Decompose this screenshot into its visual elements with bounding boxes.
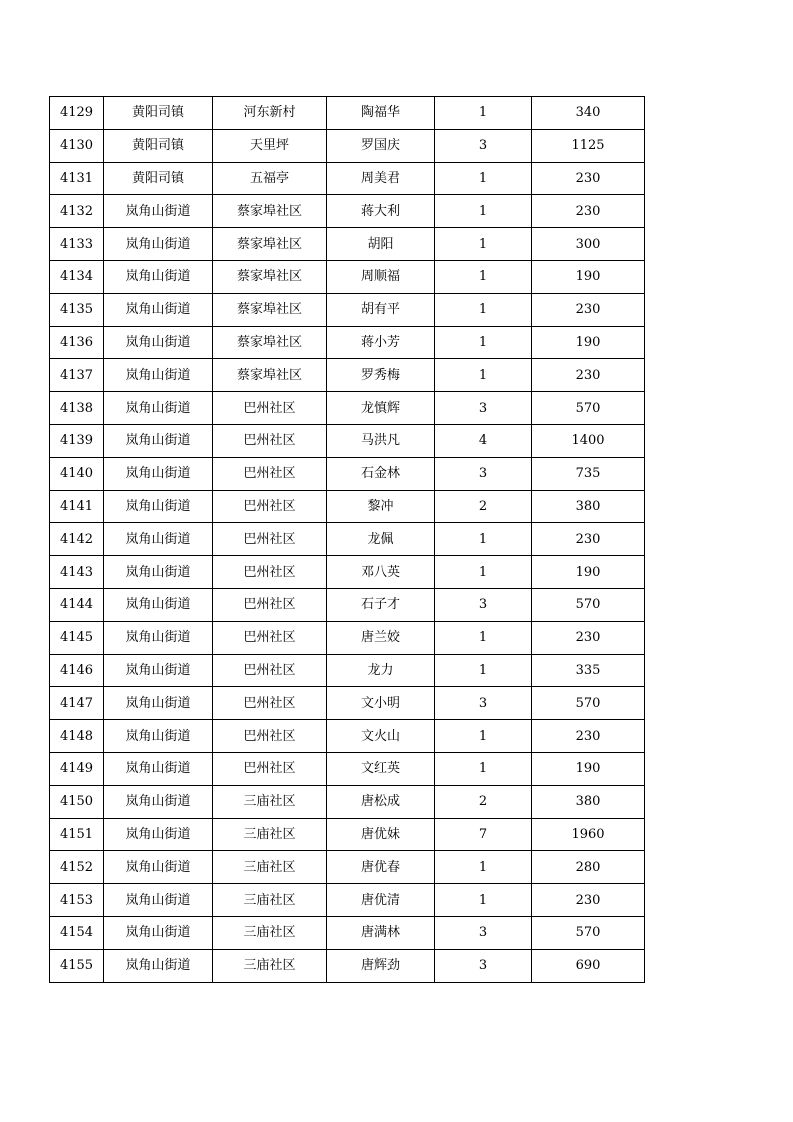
- cell-household-count: 1: [435, 851, 532, 884]
- table-row: [50, 457, 645, 490]
- roster-table-body: [50, 97, 645, 983]
- cell-amount: 690: [532, 949, 645, 982]
- cell-amount: 230: [532, 720, 645, 753]
- cell-town: 岚角山街道: [104, 326, 213, 359]
- cell-household-count: 3: [435, 949, 532, 982]
- cell-serial-number: 4152: [50, 851, 104, 884]
- cell-household-count: 3: [435, 457, 532, 490]
- cell-community: 天里坪: [213, 129, 327, 162]
- cell-serial-number: 4138: [50, 392, 104, 425]
- cell-serial-number: 4149: [50, 752, 104, 785]
- cell-town: 岚角山街道: [104, 916, 213, 949]
- cell-name: 龙力: [327, 654, 435, 687]
- cell-household-count: 3: [435, 129, 532, 162]
- cell-household-count: 1: [435, 293, 532, 326]
- cell-amount: 230: [532, 195, 645, 228]
- cell-town: 岚角山街道: [104, 260, 213, 293]
- cell-serial-number: 4146: [50, 654, 104, 687]
- cell-household-count: 3: [435, 687, 532, 720]
- cell-community: 三庙社区: [213, 818, 327, 851]
- cell-serial-number: 4139: [50, 424, 104, 457]
- cell-community: 巴州社区: [213, 424, 327, 457]
- cell-serial-number: 4140: [50, 457, 104, 490]
- cell-serial-number: 4129: [50, 97, 104, 130]
- cell-community: 三庙社区: [213, 949, 327, 982]
- cell-town: 岚角山街道: [104, 523, 213, 556]
- cell-town: 岚角山街道: [104, 720, 213, 753]
- cell-community: 巴州社区: [213, 752, 327, 785]
- cell-amount: 380: [532, 490, 645, 523]
- table-row: [50, 851, 645, 884]
- cell-name: 唐优妹: [327, 818, 435, 851]
- cell-amount: 570: [532, 687, 645, 720]
- cell-town: 岚角山街道: [104, 424, 213, 457]
- cell-name: 文红英: [327, 752, 435, 785]
- cell-serial-number: 4144: [50, 588, 104, 621]
- cell-community: 蔡家埠社区: [213, 228, 327, 261]
- document-page: [49, 96, 645, 983]
- cell-amount: 190: [532, 556, 645, 589]
- cell-name: 马洪凡: [327, 424, 435, 457]
- table-row: [50, 97, 645, 130]
- cell-amount: 190: [532, 752, 645, 785]
- cell-serial-number: 4151: [50, 818, 104, 851]
- cell-amount: 335: [532, 654, 645, 687]
- cell-serial-number: 4135: [50, 293, 104, 326]
- cell-amount: 230: [532, 293, 645, 326]
- cell-amount: 735: [532, 457, 645, 490]
- cell-household-count: 1: [435, 326, 532, 359]
- cell-town: 岚角山街道: [104, 654, 213, 687]
- cell-serial-number: 4143: [50, 556, 104, 589]
- cell-town: 黄阳司镇: [104, 97, 213, 130]
- cell-household-count: 1: [435, 97, 532, 130]
- cell-serial-number: 4155: [50, 949, 104, 982]
- cell-name: 罗秀梅: [327, 359, 435, 392]
- cell-name: 周美君: [327, 162, 435, 195]
- table-row: [50, 916, 645, 949]
- cell-name: 胡阳: [327, 228, 435, 261]
- cell-town: 岚角山街道: [104, 884, 213, 917]
- cell-community: 蔡家埠社区: [213, 195, 327, 228]
- cell-serial-number: 4133: [50, 228, 104, 261]
- cell-community: 巴州社区: [213, 687, 327, 720]
- cell-name: 唐优春: [327, 851, 435, 884]
- cell-community: 三庙社区: [213, 884, 327, 917]
- cell-serial-number: 4136: [50, 326, 104, 359]
- table-row: [50, 490, 645, 523]
- cell-amount: 570: [532, 916, 645, 949]
- table-row: [50, 359, 645, 392]
- cell-household-count: 1: [435, 195, 532, 228]
- cell-household-count: 3: [435, 916, 532, 949]
- cell-community: 巴州社区: [213, 720, 327, 753]
- cell-amount: 1125: [532, 129, 645, 162]
- cell-amount: 300: [532, 228, 645, 261]
- cell-town: 岚角山街道: [104, 293, 213, 326]
- cell-name: 蒋大利: [327, 195, 435, 228]
- cell-community: 巴州社区: [213, 457, 327, 490]
- cell-community: 蔡家埠社区: [213, 326, 327, 359]
- cell-name: 石金林: [327, 457, 435, 490]
- table-row: [50, 785, 645, 818]
- cell-town: 岚角山街道: [104, 556, 213, 589]
- cell-town: 岚角山街道: [104, 588, 213, 621]
- cell-household-count: 1: [435, 654, 532, 687]
- cell-amount: 190: [532, 326, 645, 359]
- cell-household-count: 2: [435, 785, 532, 818]
- table-row: [50, 523, 645, 556]
- cell-amount: 230: [532, 621, 645, 654]
- cell-household-count: 7: [435, 818, 532, 851]
- cell-town: 岚角山街道: [104, 457, 213, 490]
- cell-serial-number: 4147: [50, 687, 104, 720]
- table-row: [50, 129, 645, 162]
- cell-name: 唐松成: [327, 785, 435, 818]
- cell-serial-number: 4130: [50, 129, 104, 162]
- table-row: [50, 424, 645, 457]
- cell-name: 唐辉劲: [327, 949, 435, 982]
- table-row: [50, 621, 645, 654]
- cell-household-count: 1: [435, 359, 532, 392]
- cell-household-count: 1: [435, 884, 532, 917]
- table-row: [50, 752, 645, 785]
- cell-name: 文小明: [327, 687, 435, 720]
- cell-amount: 380: [532, 785, 645, 818]
- cell-name: 唐满林: [327, 916, 435, 949]
- cell-serial-number: 4131: [50, 162, 104, 195]
- cell-amount: 340: [532, 97, 645, 130]
- cell-name: 邓八英: [327, 556, 435, 589]
- cell-household-count: 1: [435, 228, 532, 261]
- cell-town: 岚角山街道: [104, 851, 213, 884]
- cell-town: 岚角山街道: [104, 195, 213, 228]
- cell-community: 巴州社区: [213, 621, 327, 654]
- cell-name: 黎冲: [327, 490, 435, 523]
- cell-name: 龙慎辉: [327, 392, 435, 425]
- table-row: [50, 293, 645, 326]
- cell-amount: 280: [532, 851, 645, 884]
- cell-name: 罗国庆: [327, 129, 435, 162]
- table-row: [50, 818, 645, 851]
- table-row: [50, 195, 645, 228]
- cell-community: 巴州社区: [213, 392, 327, 425]
- cell-household-count: 3: [435, 588, 532, 621]
- cell-household-count: 1: [435, 720, 532, 753]
- cell-serial-number: 4134: [50, 260, 104, 293]
- cell-serial-number: 4132: [50, 195, 104, 228]
- cell-amount: 230: [532, 884, 645, 917]
- cell-community: 河东新村: [213, 97, 327, 130]
- cell-community: 巴州社区: [213, 654, 327, 687]
- cell-household-count: 1: [435, 621, 532, 654]
- cell-town: 岚角山街道: [104, 359, 213, 392]
- cell-household-count: 1: [435, 556, 532, 589]
- cell-town: 岚角山街道: [104, 687, 213, 720]
- cell-name: 胡有平: [327, 293, 435, 326]
- cell-household-count: 2: [435, 490, 532, 523]
- cell-community: 三庙社区: [213, 785, 327, 818]
- cell-serial-number: 4153: [50, 884, 104, 917]
- cell-town: 黄阳司镇: [104, 162, 213, 195]
- cell-serial-number: 4150: [50, 785, 104, 818]
- cell-amount: 570: [532, 392, 645, 425]
- cell-household-count: 1: [435, 162, 532, 195]
- cell-amount: 230: [532, 523, 645, 556]
- cell-name: 龙佩: [327, 523, 435, 556]
- cell-amount: 190: [532, 260, 645, 293]
- cell-household-count: 4: [435, 424, 532, 457]
- cell-community: 蔡家埠社区: [213, 293, 327, 326]
- cell-town: 岚角山街道: [104, 818, 213, 851]
- table-row: [50, 884, 645, 917]
- cell-community: 巴州社区: [213, 588, 327, 621]
- table-row: [50, 326, 645, 359]
- cell-serial-number: 4154: [50, 916, 104, 949]
- table-row: [50, 556, 645, 589]
- cell-town: 黄阳司镇: [104, 129, 213, 162]
- table-row: [50, 392, 645, 425]
- cell-community: 巴州社区: [213, 523, 327, 556]
- table-row: [50, 654, 645, 687]
- cell-town: 岚角山街道: [104, 490, 213, 523]
- cell-name: 陶福华: [327, 97, 435, 130]
- cell-name: 周顺福: [327, 260, 435, 293]
- cell-community: 巴州社区: [213, 490, 327, 523]
- cell-name: 蒋小芳: [327, 326, 435, 359]
- cell-town: 岚角山街道: [104, 392, 213, 425]
- cell-serial-number: 4145: [50, 621, 104, 654]
- cell-amount: 230: [532, 359, 645, 392]
- cell-amount: 1960: [532, 818, 645, 851]
- table-row: [50, 260, 645, 293]
- cell-serial-number: 4137: [50, 359, 104, 392]
- table-row: [50, 720, 645, 753]
- cell-town: 岚角山街道: [104, 228, 213, 261]
- cell-household-count: 3: [435, 392, 532, 425]
- cell-community: 蔡家埠社区: [213, 260, 327, 293]
- cell-community: 巴州社区: [213, 556, 327, 589]
- cell-amount: 1400: [532, 424, 645, 457]
- table-row: [50, 162, 645, 195]
- cell-community: 五福亭: [213, 162, 327, 195]
- cell-town: 岚角山街道: [104, 949, 213, 982]
- cell-name: 唐兰姣: [327, 621, 435, 654]
- cell-name: 文火山: [327, 720, 435, 753]
- cell-serial-number: 4148: [50, 720, 104, 753]
- table-row: [50, 228, 645, 261]
- cell-community: 三庙社区: [213, 851, 327, 884]
- cell-amount: 570: [532, 588, 645, 621]
- cell-household-count: 1: [435, 752, 532, 785]
- table-row: [50, 949, 645, 982]
- cell-town: 岚角山街道: [104, 621, 213, 654]
- cell-serial-number: 4142: [50, 523, 104, 556]
- roster-table: [49, 96, 645, 983]
- table-row: [50, 588, 645, 621]
- cell-name: 唐优清: [327, 884, 435, 917]
- cell-town: 岚角山街道: [104, 785, 213, 818]
- cell-amount: 230: [532, 162, 645, 195]
- cell-community: 蔡家埠社区: [213, 359, 327, 392]
- cell-name: 石子才: [327, 588, 435, 621]
- cell-household-count: 1: [435, 260, 532, 293]
- cell-town: 岚角山街道: [104, 752, 213, 785]
- cell-community: 三庙社区: [213, 916, 327, 949]
- table-row: [50, 687, 645, 720]
- cell-serial-number: 4141: [50, 490, 104, 523]
- cell-household-count: 1: [435, 523, 532, 556]
